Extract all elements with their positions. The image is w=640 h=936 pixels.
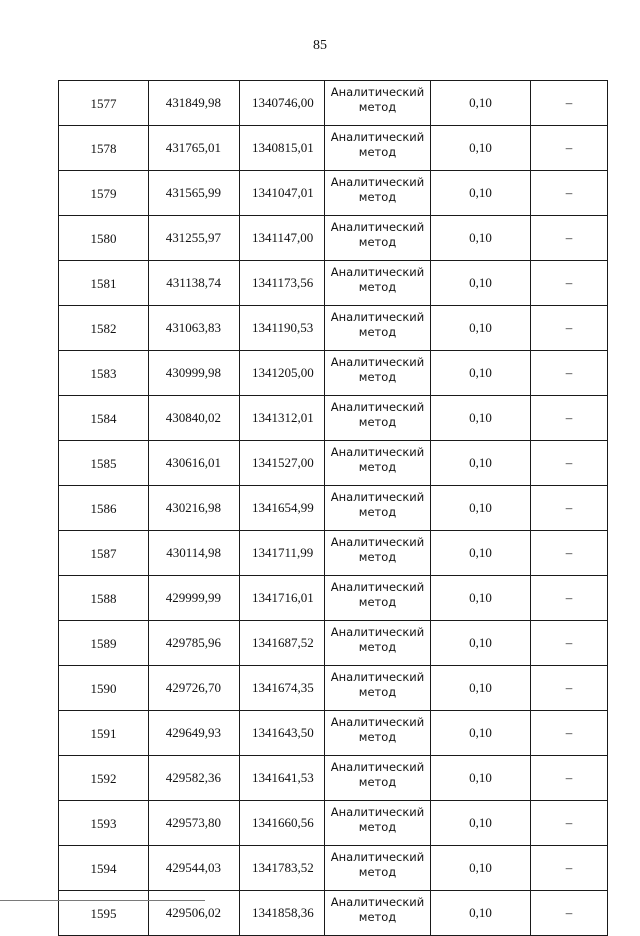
- x-coordinate-cell: 431849,98: [149, 81, 240, 126]
- x-coordinate-cell: 429999,99: [149, 576, 240, 621]
- table-row: [59, 531, 608, 576]
- method-cell: [325, 891, 431, 936]
- y-coordinate-cell: 1341716,01: [240, 576, 325, 621]
- method-label-line2: метод: [358, 370, 397, 384]
- point-number-cell: 1592: [59, 756, 149, 801]
- method-label-line2: метод: [358, 550, 397, 564]
- method-cell: [325, 531, 431, 576]
- method-label-line1: Аналитический: [330, 445, 425, 459]
- note-cell: –: [531, 846, 608, 891]
- x-coordinate-cell: 429649,93: [149, 711, 240, 756]
- method-label-line1: Аналитический: [330, 400, 425, 414]
- y-coordinate-cell: 1341783,52: [240, 846, 325, 891]
- note-cell: –: [531, 711, 608, 756]
- error-cell: 0,10: [431, 351, 531, 396]
- method-label-line2: метод: [358, 415, 397, 429]
- method-cell: [325, 306, 431, 351]
- point-number-cell: 1584: [59, 396, 149, 441]
- y-coordinate-cell: 1341173,56: [240, 261, 325, 306]
- note-cell: –: [531, 486, 608, 531]
- error-cell: 0,10: [431, 801, 531, 846]
- method-label-line1: Аналитический: [330, 670, 425, 684]
- note-cell: –: [531, 216, 608, 261]
- error-cell: 0,10: [431, 261, 531, 306]
- method-label-line2: метод: [358, 910, 397, 924]
- method-label-line1: Аналитический: [330, 130, 425, 144]
- method-cell: [325, 756, 431, 801]
- error-cell: 0,10: [431, 396, 531, 441]
- table-row: [59, 126, 608, 171]
- method-cell: [325, 441, 431, 486]
- x-coordinate-cell: 429726,70: [149, 666, 240, 711]
- y-coordinate-cell: 1341660,56: [240, 801, 325, 846]
- method-cell: [325, 711, 431, 756]
- x-coordinate-cell: 430999,98: [149, 351, 240, 396]
- x-coordinate-cell: 431765,01: [149, 126, 240, 171]
- method-cell: [325, 576, 431, 621]
- bottom-rule: [0, 900, 205, 901]
- note-cell: –: [531, 621, 608, 666]
- method-label-line1: Аналитический: [330, 85, 425, 99]
- method-label-line2: метод: [358, 820, 397, 834]
- method-label-line2: метод: [358, 775, 397, 789]
- method-label-line1: Аналитический: [330, 535, 425, 549]
- method-label-line1: Аналитический: [330, 580, 425, 594]
- note-cell: –: [531, 666, 608, 711]
- error-cell: 0,10: [431, 531, 531, 576]
- error-cell: 0,10: [431, 486, 531, 531]
- point-number-cell: 1585: [59, 441, 149, 486]
- point-number-cell: 1587: [59, 531, 149, 576]
- x-coordinate-cell: 431565,99: [149, 171, 240, 216]
- method-label-line1: Аналитический: [330, 805, 425, 819]
- y-coordinate-cell: 1340746,00: [240, 81, 325, 126]
- method-label-line1: Аналитический: [330, 850, 425, 864]
- point-number-cell: 1593: [59, 801, 149, 846]
- coordinates-table: [58, 80, 608, 936]
- method-cell: [325, 801, 431, 846]
- note-cell: –: [531, 171, 608, 216]
- x-coordinate-cell: 431138,74: [149, 261, 240, 306]
- note-cell: –: [531, 351, 608, 396]
- method-cell: [325, 81, 431, 126]
- method-cell: [325, 351, 431, 396]
- note-cell: –: [531, 126, 608, 171]
- y-coordinate-cell: 1341654,99: [240, 486, 325, 531]
- table-row: [59, 801, 608, 846]
- point-number-cell: 1582: [59, 306, 149, 351]
- method-label-line2: метод: [358, 325, 397, 339]
- method-label-line1: Аналитический: [330, 490, 425, 504]
- x-coordinate-cell: 429544,03: [149, 846, 240, 891]
- method-label-line2: метод: [358, 190, 397, 204]
- x-coordinate-cell: 429506,02: [149, 891, 240, 936]
- table-row: [59, 396, 608, 441]
- table-row: [59, 441, 608, 486]
- method-label-line2: метод: [358, 505, 397, 519]
- point-number-cell: 1577: [59, 81, 149, 126]
- y-coordinate-cell: 1341047,01: [240, 171, 325, 216]
- method-label-line1: Аналитический: [330, 625, 425, 639]
- note-cell: –: [531, 396, 608, 441]
- table-row: [59, 306, 608, 351]
- method-label-line1: Аналитический: [330, 715, 425, 729]
- point-number-cell: 1589: [59, 621, 149, 666]
- y-coordinate-cell: 1341641,53: [240, 756, 325, 801]
- point-number-cell: 1578: [59, 126, 149, 171]
- error-cell: 0,10: [431, 756, 531, 801]
- table-row: [59, 711, 608, 756]
- point-number-cell: 1580: [59, 216, 149, 261]
- error-cell: 0,10: [431, 666, 531, 711]
- note-cell: –: [531, 441, 608, 486]
- point-number-cell: 1588: [59, 576, 149, 621]
- point-number-cell: 1591: [59, 711, 149, 756]
- point-number-cell: 1594: [59, 846, 149, 891]
- method-label-line2: метод: [358, 460, 397, 474]
- error-cell: 0,10: [431, 891, 531, 936]
- method-label-line2: метод: [358, 865, 397, 879]
- y-coordinate-cell: 1341312,01: [240, 396, 325, 441]
- method-cell: [325, 261, 431, 306]
- point-number-cell: 1579: [59, 171, 149, 216]
- method-cell: [325, 486, 431, 531]
- x-coordinate-cell: 431063,83: [149, 306, 240, 351]
- error-cell: 0,10: [431, 81, 531, 126]
- y-coordinate-cell: 1341147,00: [240, 216, 325, 261]
- y-coordinate-cell: 1341858,36: [240, 891, 325, 936]
- method-label-line2: метод: [358, 595, 397, 609]
- y-coordinate-cell: 1341205,00: [240, 351, 325, 396]
- table-row: [59, 891, 608, 936]
- method-label-line2: метод: [358, 640, 397, 654]
- y-coordinate-cell: 1341687,52: [240, 621, 325, 666]
- method-label-line2: метод: [358, 145, 397, 159]
- note-cell: –: [531, 81, 608, 126]
- table-row: [59, 756, 608, 801]
- error-cell: 0,10: [431, 711, 531, 756]
- method-label-line1: Аналитический: [330, 175, 425, 189]
- x-coordinate-cell: 429785,96: [149, 621, 240, 666]
- note-cell: –: [531, 261, 608, 306]
- table-row: [59, 81, 608, 126]
- x-coordinate-cell: 430616,01: [149, 441, 240, 486]
- method-label-line1: Аналитический: [330, 220, 425, 234]
- point-number-cell: 1583: [59, 351, 149, 396]
- table-row: [59, 216, 608, 261]
- note-cell: –: [531, 891, 608, 936]
- table-row: [59, 576, 608, 621]
- table-row: [59, 171, 608, 216]
- note-cell: –: [531, 306, 608, 351]
- method-cell: [325, 216, 431, 261]
- table-body: [59, 81, 608, 936]
- method-label-line1: Аналитический: [330, 355, 425, 369]
- point-number-cell: 1590: [59, 666, 149, 711]
- x-coordinate-cell: 429573,80: [149, 801, 240, 846]
- table-row: [59, 261, 608, 306]
- method-label-line1: Аналитический: [330, 310, 425, 324]
- point-number-cell: 1581: [59, 261, 149, 306]
- y-coordinate-cell: 1341674,35: [240, 666, 325, 711]
- y-coordinate-cell: 1341643,50: [240, 711, 325, 756]
- y-coordinate-cell: 1340815,01: [240, 126, 325, 171]
- note-cell: –: [531, 531, 608, 576]
- note-cell: –: [531, 576, 608, 621]
- x-coordinate-cell: 430216,98: [149, 486, 240, 531]
- method-label-line2: метод: [358, 280, 397, 294]
- x-coordinate-cell: 429582,36: [149, 756, 240, 801]
- error-cell: 0,10: [431, 576, 531, 621]
- table-row: [59, 666, 608, 711]
- method-label-line2: метод: [358, 685, 397, 699]
- method-cell: [325, 846, 431, 891]
- error-cell: 0,10: [431, 126, 531, 171]
- method-cell: [325, 126, 431, 171]
- y-coordinate-cell: 1341190,53: [240, 306, 325, 351]
- error-cell: 0,10: [431, 621, 531, 666]
- method-label-line2: метод: [358, 100, 397, 114]
- page-number: 85: [313, 38, 327, 53]
- x-coordinate-cell: 431255,97: [149, 216, 240, 261]
- note-cell: –: [531, 756, 608, 801]
- table-row: [59, 846, 608, 891]
- y-coordinate-cell: 1341527,00: [240, 441, 325, 486]
- x-coordinate-cell: 430840,02: [149, 396, 240, 441]
- method-label-line2: метод: [358, 730, 397, 744]
- error-cell: 0,10: [431, 216, 531, 261]
- y-coordinate-cell: 1341711,99: [240, 531, 325, 576]
- method-cell: [325, 171, 431, 216]
- table-row: [59, 486, 608, 531]
- method-cell: [325, 396, 431, 441]
- table-row: [59, 621, 608, 666]
- method-cell: [325, 666, 431, 711]
- error-cell: 0,10: [431, 306, 531, 351]
- method-label-line2: метод: [358, 235, 397, 249]
- error-cell: 0,10: [431, 171, 531, 216]
- method-label-line1: Аналитический: [330, 895, 425, 909]
- method-cell: [325, 621, 431, 666]
- point-number-cell: 1586: [59, 486, 149, 531]
- method-label-line1: Аналитический: [330, 760, 425, 774]
- error-cell: 0,10: [431, 441, 531, 486]
- method-label-line1: Аналитический: [330, 265, 425, 279]
- error-cell: 0,10: [431, 846, 531, 891]
- table-row: [59, 351, 608, 396]
- point-number-cell: 1595: [59, 891, 149, 936]
- x-coordinate-cell: 430114,98: [149, 531, 240, 576]
- note-cell: –: [531, 801, 608, 846]
